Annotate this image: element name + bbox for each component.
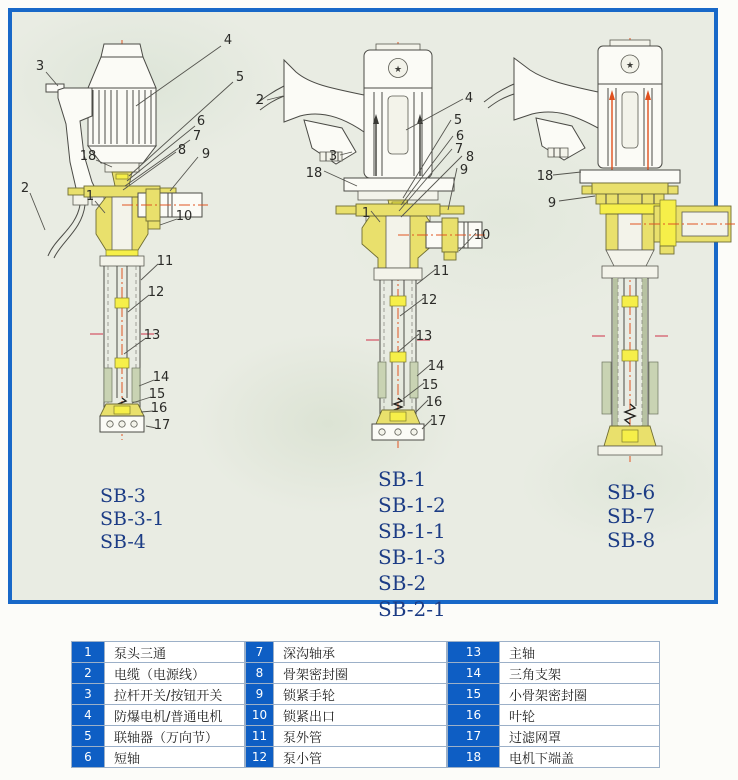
callout-8: 8 [465,150,475,165]
model-label: SB-2-1 [378,597,446,621]
callout-11: 11 [432,264,450,279]
model-list-right [607,480,655,552]
callout-8: 8 [177,143,187,158]
pump-middle-drawing [256,42,490,448]
callout-7: 7 [192,129,202,144]
model-label: SB-3 [100,485,146,507]
callout-3: 3 [328,149,338,164]
parts-table [71,641,660,768]
callout-16: 16 [150,401,168,416]
callout-11: 11 [156,254,174,269]
callout-16: 16 [425,395,443,410]
table-row [448,684,660,705]
callout-15: 15 [421,378,439,393]
callout-14: 14 [152,370,170,385]
part-name: 泵外管 [274,726,447,747]
callout-5: 5 [453,113,463,128]
callout-10: 10 [175,209,193,224]
model-label: SB-1-2 [378,493,446,517]
table-row [246,705,447,726]
part-number: 4 [72,705,105,726]
part-number: 8 [246,663,274,684]
part-name: 锁紧出口 [274,705,447,726]
callout-17: 17 [429,414,447,429]
callout-4: 4 [464,91,474,106]
part-number: 10 [246,705,274,726]
table-row [72,663,245,684]
callout-14: 14 [427,359,445,374]
part-number: 1 [72,642,105,663]
model-label: SB-1-3 [378,545,446,569]
table-row [246,642,447,663]
part-name: 拉杆开关/按钮开关 [105,684,245,705]
table-row [246,684,447,705]
callout-18: 18 [79,149,97,164]
callout-1: 1 [361,206,371,221]
part-number: 15 [448,684,500,705]
callout-12: 12 [147,285,165,300]
callout-3: 3 [35,59,45,74]
part-number: 6 [72,747,105,768]
parts-table-column-2 [245,641,447,768]
part-number: 9 [246,684,274,705]
model-list-left [100,485,164,554]
callout-9: 9 [547,196,557,211]
pump-right-drawing [484,38,735,462]
table-row [448,663,660,684]
table-row [72,705,245,726]
callout-18: 18 [536,169,554,184]
part-name: 联轴器（万向节） [105,726,245,747]
parts-table-column-3 [447,641,660,768]
part-number: 12 [246,747,274,768]
callout-1: 1 [85,189,95,204]
part-name: 短轴 [105,747,245,768]
table-row [246,726,447,747]
table-row [448,726,660,747]
callout-17: 17 [153,418,171,433]
part-number: 11 [246,726,274,747]
svg-text:★: ★ [393,65,403,75]
table-row [448,705,660,726]
callout-2: 2 [255,93,265,108]
part-number: 3 [72,684,105,705]
callout-12: 12 [420,293,438,308]
part-number: 13 [448,642,500,663]
table-row [72,642,245,663]
part-number: 14 [448,663,500,684]
part-number: 7 [246,642,274,663]
model-label: SB-1 [378,467,427,491]
callout-2: 2 [20,181,30,196]
model-label: SB-4 [100,531,146,553]
callout-13: 13 [143,328,161,343]
part-name: 电机下端盖 [500,747,660,768]
pump-left-drawing [21,33,244,440]
table-row [246,747,447,768]
part-name: 防爆电机/普通电机 [105,705,245,726]
callout-10: 10 [473,228,491,243]
callout-4: 4 [223,33,233,48]
callout-7: 7 [454,142,464,157]
model-label: SB-6 [607,480,656,504]
part-name: 过滤网罩 [500,726,660,747]
part-number: 17 [448,726,500,747]
table-row [72,684,245,705]
callout-15: 15 [148,387,166,402]
model-label: SB-7 [607,504,656,528]
table-row [246,663,447,684]
table-row [448,642,660,663]
callout-5: 5 [235,70,245,85]
part-name: 锁紧手轮 [274,684,447,705]
model-list-middle [378,466,446,622]
part-name: 三角支架 [500,663,660,684]
part-name: 主轴 [500,642,660,663]
svg-text:★: ★ [625,61,635,71]
callout-9: 9 [201,147,211,162]
model-label: SB-1-1 [378,519,446,543]
callout-18: 18 [305,166,323,181]
part-number: 16 [448,705,500,726]
parts-table-column-1 [71,641,245,768]
part-number: 18 [448,747,500,768]
part-name: 叶轮 [500,705,660,726]
model-label: SB-3-1 [100,508,165,530]
part-number: 2 [72,663,105,684]
part-name: 小骨架密封圈 [500,684,660,705]
part-name: 深沟轴承 [274,642,447,663]
table-row [448,747,660,768]
part-name: 泵小管 [274,747,447,768]
part-name: 泵头三通 [105,642,245,663]
part-name: 骨架密封圈 [274,663,447,684]
model-label: SB-2 [378,571,427,595]
part-name: 电缆（电源线） [105,663,245,684]
callout-13: 13 [415,329,433,344]
callout-6: 6 [455,129,465,144]
table-row [72,747,245,768]
callout-6: 6 [196,114,206,129]
part-number: 5 [72,726,105,747]
model-label: SB-8 [607,528,656,552]
table-row [72,726,245,747]
callout-9: 9 [459,163,469,178]
